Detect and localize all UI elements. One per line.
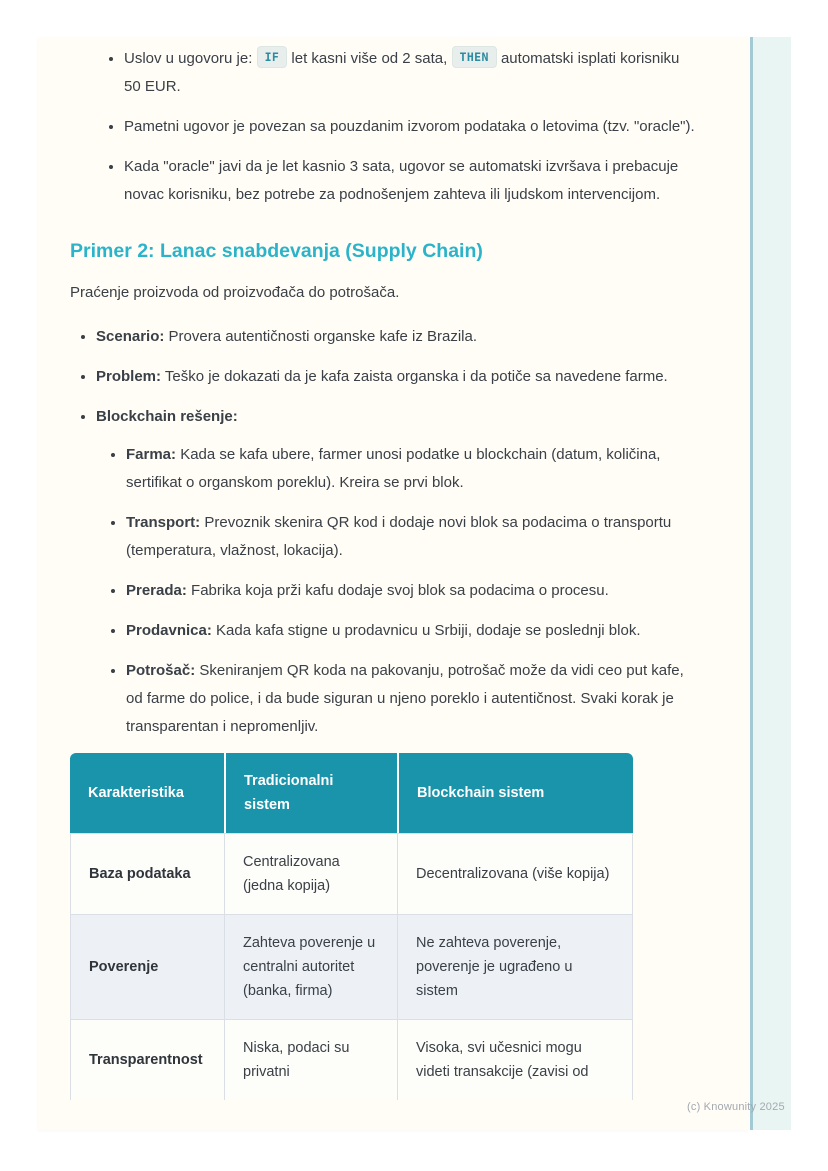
list-item [124,153,700,209]
copyright-watermark: (c) Knowunity 2025 [687,1101,785,1113]
text-segment: Kada "oracle" javi da je let kasnio 3 sata, ugovor se automatski izvršava i prebacuje novac korisniku, bez potrebe za podnošenjem zahteva ili ljudskom intervencijom. [124,158,679,203]
table-row [70,914,633,1019]
bold-label: Problem: [96,368,162,385]
text-segment: Uslov u ugovoru je: [124,50,257,67]
document-page [38,37,748,1130]
list-item [126,509,700,565]
table-cell: Decentralizovana (više kopija) [397,833,633,914]
table-cell: Centralizovana (jedna kopija) [224,833,397,914]
table-cell: Zahteva poverenje u centralni autoritet (banka, firma) [224,914,397,1019]
text-segment: Kada kafa stigne u prodavnicu u Srbiji, dodaje se poslednji blok. [211,622,641,639]
text-segment: Teško je dokazati da je kafa zaista organska i da potiče sa navedene farme. [161,368,668,385]
inline-code-badge: IF [257,46,288,68]
bold-label: Scenario: [96,328,165,345]
list-item [126,441,700,497]
table-cell: Transparentnost [70,1019,224,1100]
table-cell: Niska, podaci su privatni [224,1019,397,1100]
list-item [124,113,700,141]
bold-label: Farma: [126,446,177,463]
list-item [96,323,700,351]
next-page-edge [750,37,791,1130]
text-segment: automatski isplati korisniku 50 EUR. [124,50,680,95]
table-cell: Ne zahteva poverenje, poverenje je ugrađeno u sistem [397,914,633,1019]
supply-chain-list [70,323,700,741]
list-item [126,617,700,645]
list-item [96,363,700,391]
nested-list [96,441,700,741]
table-header-cell: Karakteristika [70,753,224,833]
table-row [70,1019,633,1100]
bold-label: Blockchain rešenje: [96,408,238,425]
text-segment: Skeniranjem QR koda na pakovanju, potrošač može da vidi ceo put kafe, od farme do police, i da bude siguran u njeno poreklo i autentičnost. Svaki korak je transparentan i nepromenljiv. [126,662,684,735]
text-segment: let kasni više od 2 sata, [287,50,452,67]
table-head [70,753,633,833]
list-item [124,45,700,101]
bold-label: Transport: [126,514,201,531]
list-item [126,577,700,605]
bold-label: Prodavnica: [126,622,212,639]
table-body [70,833,633,1100]
bold-label: Prerada: [126,582,187,599]
table-header-row [70,753,633,833]
list-item [126,657,700,741]
intro-paragraph: Praćenje proizvoda od proizvođača do potrošača. [70,284,400,301]
inline-code-badge: THEN [452,46,497,68]
comparison-table [70,753,633,1100]
text-segment: Fabrika koja prži kafu dodaje svoj blok sa podacima o procesu. [186,582,609,599]
table-row [70,833,633,914]
table-cell: Visoka, svi učesnici mogu videti transakcije (zavisi od [397,1019,633,1100]
list-item [96,403,700,741]
text-segment: Prevoznik skenira QR kod i dodaje novi blok sa podacima o transportu (temperatura, vlažnost, lokacija). [126,514,672,559]
table-header-cell: Blockchain sistem [397,753,633,833]
table-cell: Baza podataka [70,833,224,914]
section-heading: Primer 2: Lanac snabdevanja (Supply Chain) [70,240,483,262]
table-header-cell: Tradicionalni sistem [224,753,397,833]
contract-conditions-list [98,45,700,209]
text-segment: Pametni ugovor je povezan sa pouzdanim izvorom podataka o letovima (tzv. "oracle"). [124,118,695,135]
table-cell: Poverenje [70,914,224,1019]
text-segment: Kada se kafa ubere, farmer unosi podatke u blockchain (datum, količina, sertifikat o organskom poreklu). Kreira se prvi blok. [126,446,661,491]
bold-label: Potrošač: [126,662,196,679]
text-segment: Provera autentičnosti organske kafe iz Brazila. [164,328,478,345]
